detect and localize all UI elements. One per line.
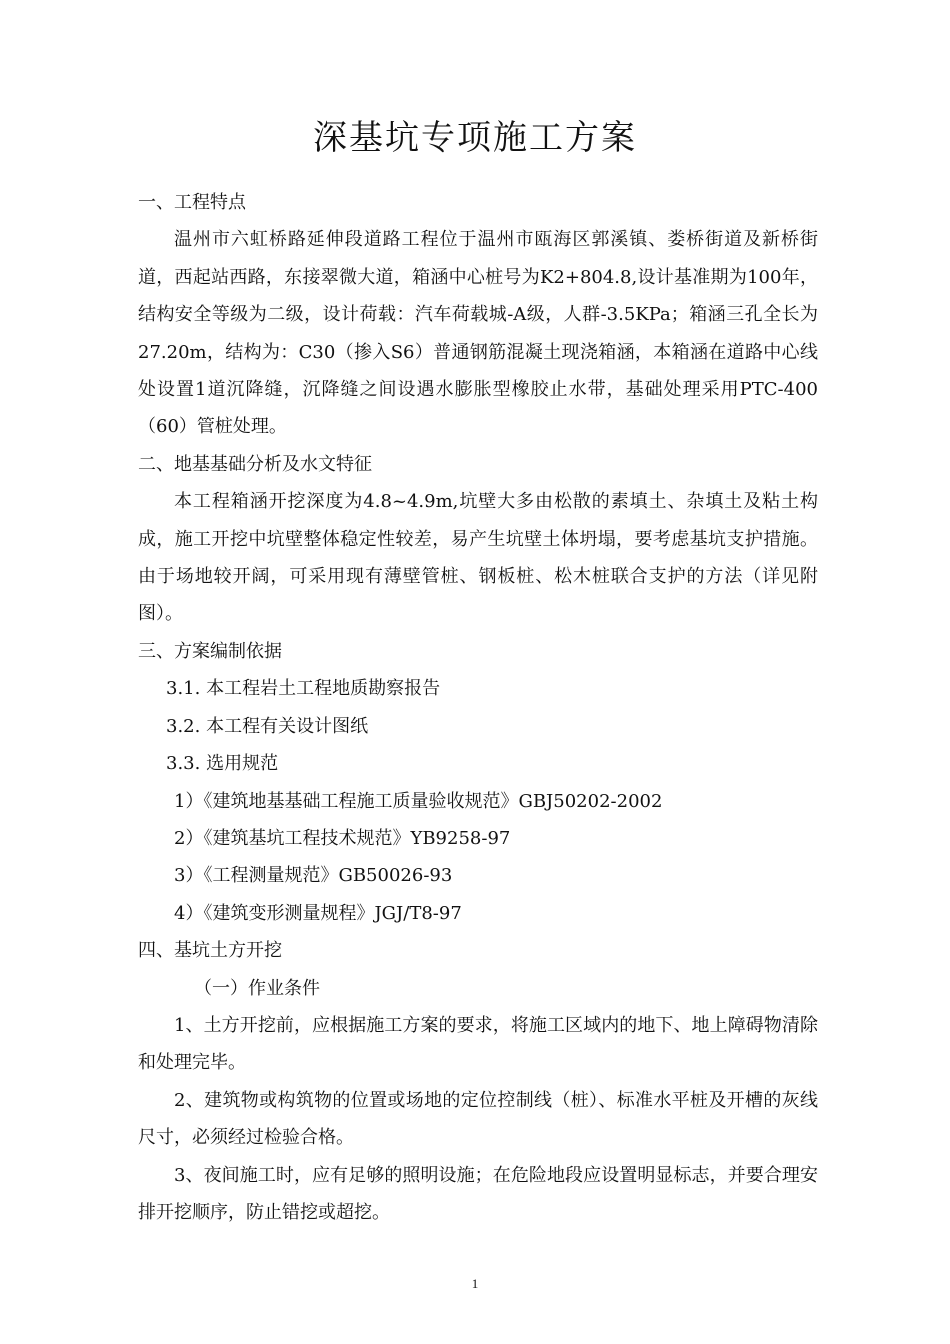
page-title: 深基坑专项施工方案	[313, 118, 637, 158]
standard-reference: 2）《建筑基坑工程技术规范》YB9258-97	[174, 827, 511, 849]
document-body	[138, 184, 818, 1231]
section-2-paragraph: 本工程箱涵开挖深度为4.8~4.9m,坑壁大多由松散的素填土、杂填土及粘土构成，施工开挖中坑壁整体稳定性较差，易产生坑壁土体坍塌，要考虑基坑支护措施。由于场地较开阔，可采用现有薄壁管桩、钢板桩、松木桩联合支护的方法（详见附图）。	[138, 491, 818, 625]
standard-reference: 1）《建筑地基基础工程施工质量验收规范》GBJ50202-2002	[174, 790, 663, 812]
basis-item: 3.1. 本工程岩土工程地质勘察报告	[166, 678, 441, 700]
section-1-paragraph: 温州市六虹桥路延伸段道路工程位于温州市瓯海区郭溪镇、娄桥街道及新桥街道，西起站西路，东接翠微大道，箱涵中心桩号为K2+804.8,设计基准期为100年，结构安全等级为二级，设计荷载：汽车荷载城-A级，人群-3.5KPa；箱涵三孔全长为27.20m，结构为：C30（掺入S6）普通钢筋混凝土现浇箱涵，本箱涵在道路中心线处设置1道沉降缝，沉降缝之间设遇水膨胀型橡胶止水带，基础处理采用PTC-400（60）管桩处理。	[138, 229, 818, 438]
section-heading-1: 一、工程特点	[138, 192, 246, 213]
basis-item: 3.3. 选用规范	[166, 753, 279, 775]
section-heading-2: 二、地基基础分析及水文特征	[138, 453, 372, 475]
condition-paragraph: 1、土方开挖前，应根据施工方案的要求，将施工区域内的地下、地上障碍物清除和处理完毕。	[138, 1014, 818, 1074]
subsection-heading: （一）作业条件	[194, 977, 320, 999]
condition-paragraph: 3、夜间施工时，应有足够的照明设施；在危险地段应设置明显标志，并要合理安排开挖顺序，防止错挖或超挖。	[138, 1164, 818, 1223]
section-heading-4: 四、基坑土方开挖	[138, 940, 282, 962]
page-number: 1	[471, 1276, 479, 1291]
basis-item: 3.2. 本工程有关设计图纸	[166, 715, 369, 737]
standard-reference: 3）《工程测量规范》GB50026-93	[174, 865, 453, 887]
condition-paragraph: 2、建筑物或构筑物的位置或场地的定位控制线（桩）、标准水平桩及开槽的灰线尺寸，必须经过检验合格。	[138, 1089, 818, 1149]
section-heading-3: 三、方案编制依据	[138, 640, 282, 662]
standard-reference: 4）《建筑变形测量规程》JGJ/T8-97	[174, 902, 462, 924]
